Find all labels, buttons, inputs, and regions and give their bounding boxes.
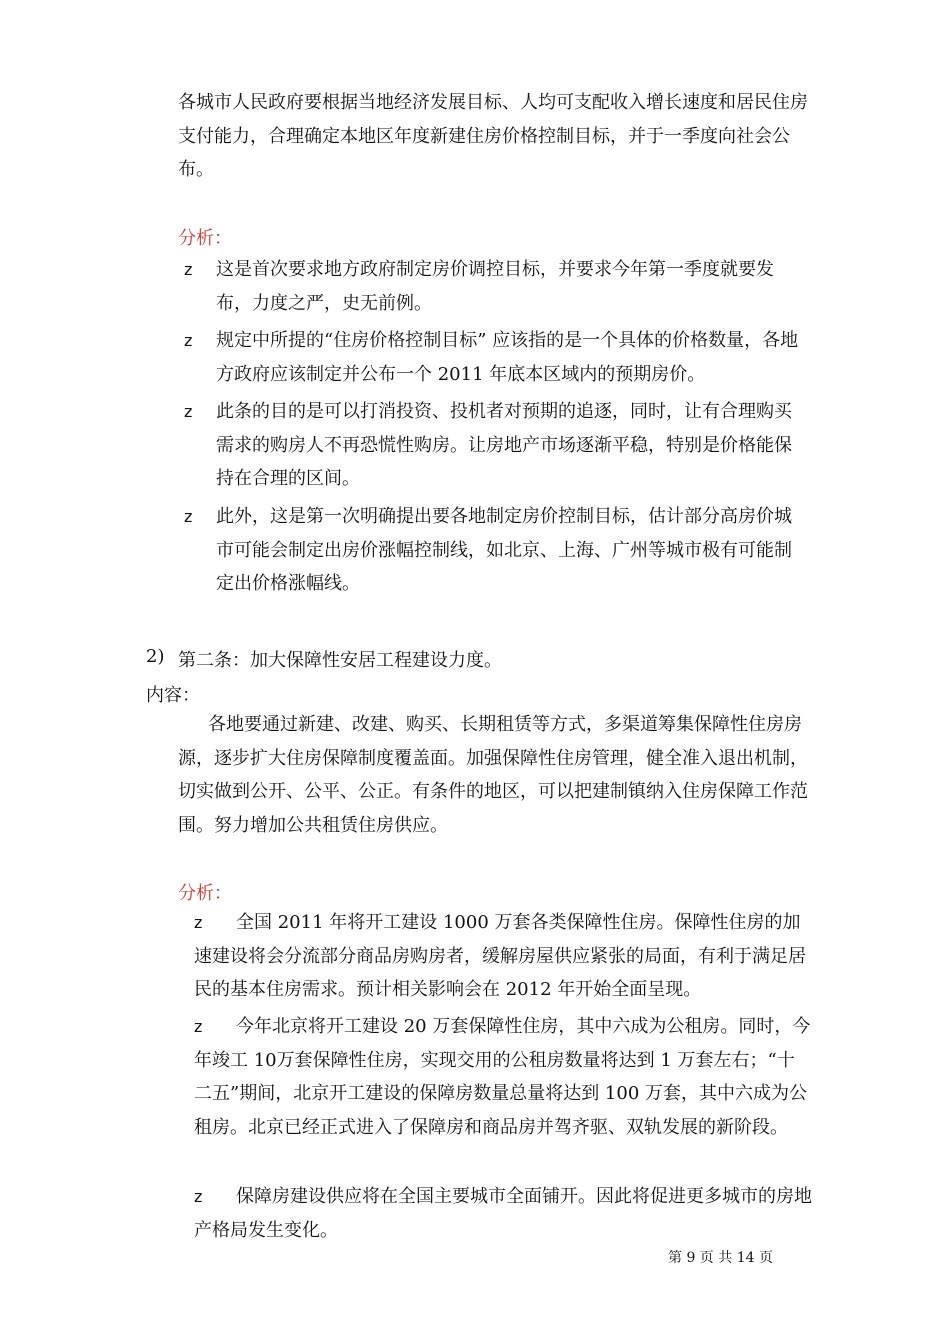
bullet-icon: z — [184, 402, 193, 421]
analysis-heading-2: 分析： — [178, 883, 232, 904]
analysis-heading-1: 分析： — [178, 228, 232, 249]
analysis1-item-text: 此条的目的是可以打消投资、投机者对预期的追逐，同时，让有合理购买需求的购房人不再恐慌性购房。让房地产市场逐渐平稳，特别是价格能保持在合理的区间。 — [216, 401, 792, 489]
bullet-icon: z — [184, 507, 193, 526]
analysis2-item-text: 全国 2011 年将开工建设 1000 万套各类保障性住房。保障性住房的加速建设将会分流部分商品房购房者，缓解房屋供应紧张的局面，有利于满足居民的基本住房需求。预计相关影响会在 2012 年开始全面呈现。 — [194, 912, 806, 1000]
section2-content: 各地要通过新建、改建、购买、长期租赁等方式，多渠道筹集保障性住房房源，逐步扩大住房保障制度覆盖面。加强保障性住房管理，健全准入退出机制，切实做到公开、公平、公正。有条件的地区，可以把建制镇纳入住房保障工作范围。努力增加公共租赁住房供应。 — [178, 714, 808, 836]
analysis2-item-2 — [194, 1010, 812, 1180]
analysis1-item-2 — [184, 324, 814, 392]
bullet-icon: z — [194, 1187, 203, 1206]
bullet-icon: z — [184, 331, 193, 350]
analysis1-item-text: 此外，这是第一次明确提出要各地制定房价控制目标，估计部分高房价城市可能会制定出房价涨幅控制线，如北京、上海、广州等城市极有可能制定出价格涨幅线。 — [216, 506, 792, 594]
bullet-icon: z — [194, 1017, 203, 1036]
section2-number: 2) — [146, 646, 165, 667]
bullet-icon: z — [194, 913, 203, 932]
analysis2-item-3 — [194, 1180, 812, 1248]
section2-title: 第二条：加大保障性安居工程建设力度。 — [178, 650, 502, 671]
analysis1-item-3 — [184, 395, 814, 497]
analysis1-item-text: 这是首次要求地方政府制定房价调控目标，并要求今年第一季度就要发布，力度之严，史无前例。 — [216, 259, 774, 314]
page-footer: 第 9 页 共 14 页 — [668, 1250, 773, 1266]
analysis1-item-1 — [184, 253, 814, 321]
analysis1-item-4 — [184, 500, 814, 602]
analysis2-item-1 — [194, 906, 812, 1008]
section2-content-label: 内容： — [146, 685, 200, 706]
intro-paragraph: 各城市人民政府要根据当地经济发展目标、人均可支配收入增长速度和居民住房支付能力，合理确定本地区年度新建住房价格控制目标，并于一季度向社会公布。 — [178, 92, 808, 180]
analysis1-item-text: 规定中所提的“住房价格控制目标” 应该指的是一个具体的价格数量，各地方政府应该制定并公布一个 2011 年底本区域内的预期房价。 — [216, 330, 799, 385]
analysis2-item-text: 今年北京将开工建设 20 万套保障性住房，其中六成为公租房。同时，今年竣工 10万套保障性住房，实现交用的公租房数量将达到 1 万套左右；“十二五”期间，北京开工建设的保障房数量总量将达到 100 万套，其中六成为公租房。北京已经正式进入了保障房和商品房并驾齐驱、双轨发展的新阶段。 — [194, 1016, 811, 1138]
bullet-icon: z — [184, 260, 193, 279]
analysis2-item-text: 保障房建设供应将在全国主要城市全面铺开。因此将促进更多城市的房地产格局发生变化。 — [194, 1186, 812, 1241]
